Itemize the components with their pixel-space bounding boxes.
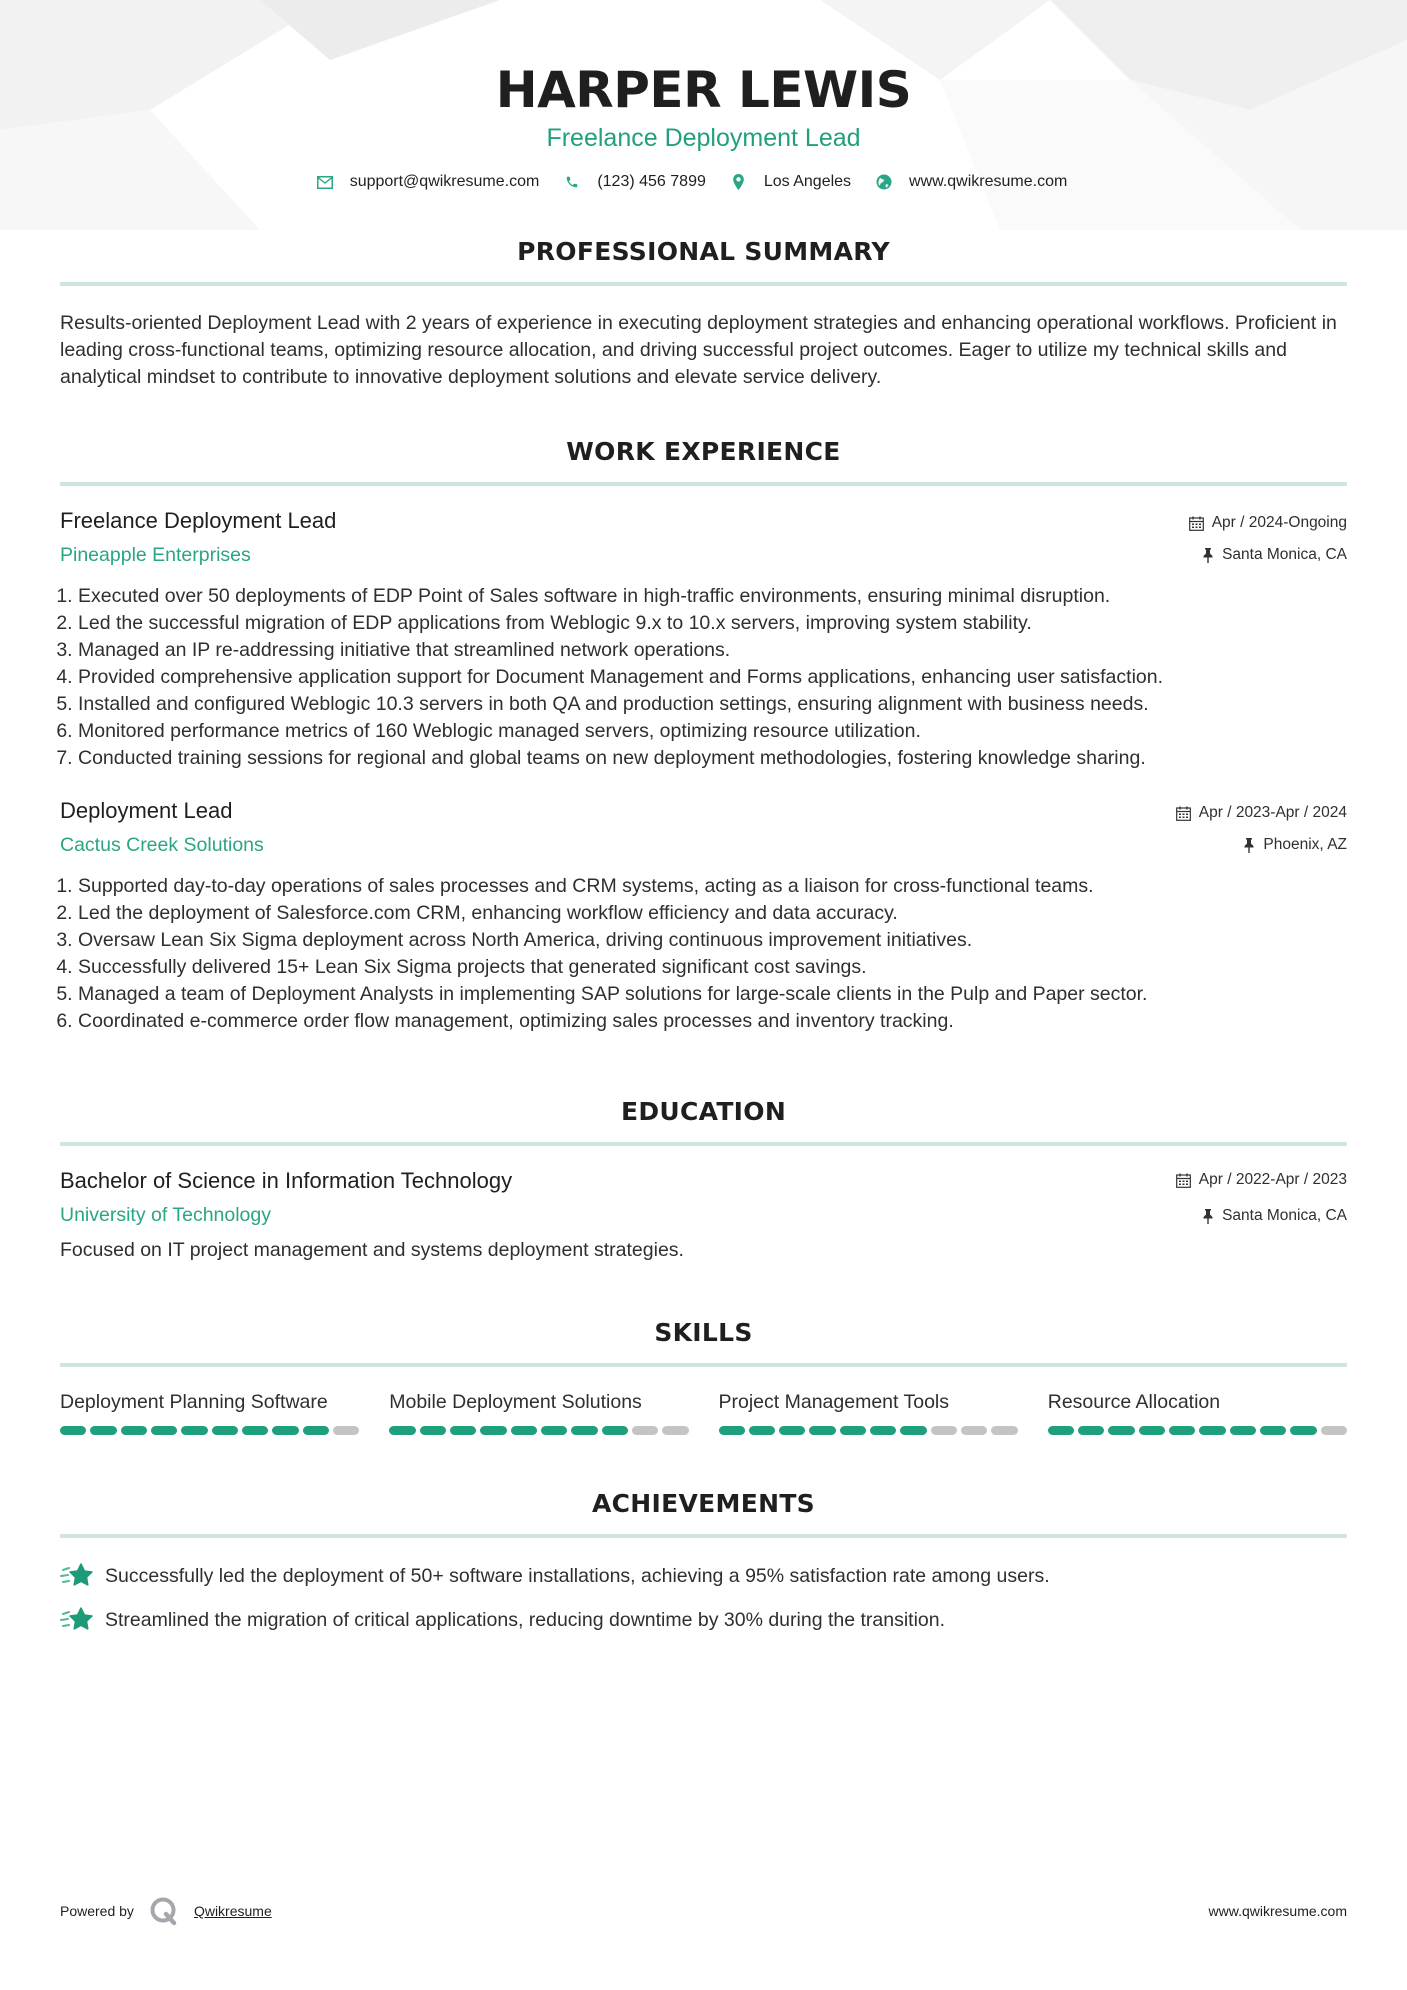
- calendar-icon: [1176, 1173, 1191, 1188]
- skill-segment-filled: [90, 1426, 116, 1435]
- skill-segment-empty: [632, 1426, 658, 1435]
- skill-segment-filled: [1260, 1426, 1286, 1435]
- calendar-icon: [1176, 806, 1191, 821]
- skill-segment-filled: [840, 1426, 866, 1435]
- skill-segment-empty: [333, 1426, 359, 1435]
- section-title: ACHIEVEMENTS: [592, 1489, 815, 1518]
- bullet-item: 5. Installed and configured Weblogic 10.3 servers in both QA and production settings, ensuring alignment with business needs.: [78, 691, 1347, 718]
- skill-segment-filled: [870, 1426, 896, 1435]
- skill-segment-filled: [719, 1426, 745, 1435]
- education-location: Santa Monica, CA: [1222, 1207, 1347, 1224]
- section-divider: [60, 1534, 1347, 1538]
- skill-segment-filled: [1048, 1426, 1074, 1435]
- skill-segment-filled: [389, 1426, 415, 1435]
- skill-segment-filled: [602, 1426, 628, 1435]
- bullet-item: 6. Coordinated e-commerce order flow management, optimizing sales processes and inventory tracking.: [78, 1008, 1347, 1035]
- company-name: Pineapple Enterprises: [60, 544, 251, 566]
- summary-section: [60, 237, 1347, 391]
- skill-segment-filled: [121, 1426, 147, 1435]
- bullet-item: 1. Executed over 50 deployments of EDP Point of Sales software in high-traffic environments, ensuring minimal disruption.: [78, 583, 1347, 610]
- section-title: PROFESSIONAL SUMMARY: [517, 237, 890, 266]
- skill-segment-filled: [1199, 1426, 1225, 1435]
- skill-segment-filled: [571, 1426, 597, 1435]
- bullet-item: 3. Managed an IP re-addressing initiative that streamlined network operations.: [78, 637, 1347, 664]
- achievement-item: [60, 1606, 1347, 1634]
- skill-segment-filled: [242, 1426, 268, 1435]
- bullet-item: 6. Monitored performance metrics of 160 Weblogic managed servers, optimizing resource utilization.: [78, 718, 1347, 745]
- skill-level-bar: [719, 1426, 1018, 1435]
- qwikresume-logo-icon: [149, 1896, 179, 1926]
- skill-segment-filled: [809, 1426, 835, 1435]
- pushpin-icon: [1243, 838, 1255, 853]
- skill-level-bar: [1048, 1426, 1347, 1435]
- education-section: [60, 1097, 1347, 1264]
- skill-segment-empty: [1321, 1426, 1347, 1435]
- skill-item: [719, 1389, 1018, 1435]
- star-icon: [60, 1562, 94, 1590]
- section-title: SKILLS: [654, 1318, 753, 1347]
- bullet-item: 7. Conducted training sessions for regional and global teams on new deployment methodologies, fostering knowledge sharing.: [78, 745, 1347, 772]
- skill-segment-filled: [779, 1426, 805, 1435]
- envelope-icon: [316, 173, 334, 191]
- skill-segment-empty: [961, 1426, 987, 1435]
- skill-name: Resource Allocation: [1047, 1391, 1221, 1413]
- school-name: University of Technology: [60, 1204, 271, 1226]
- achievement-text: Streamlined the migration of critical applications, reducing downtime by 30% during the transition.: [105, 1608, 946, 1631]
- skill-item: [60, 1389, 359, 1435]
- section-divider: [60, 482, 1347, 486]
- job-bullets: [60, 873, 1347, 1035]
- summary-text: Results-oriented Deployment Lead with 2 years of experience in executing deployment strategies and enhancing operational workflows. Proficient in leading cross-functional teams, optimizing resource allocation, and driving successful project outcomes. Eager to utilize my technical skills and analytical mindset to contribute to innovative deployment solutions and elevate service delivery.: [60, 312, 1337, 388]
- bullet-item: 4. Provided comprehensive application support for Document Management and Forms applications, enhancing user satisfaction.: [78, 664, 1347, 691]
- website-text: www.qwikresume.com: [909, 173, 1068, 190]
- job-entry: [60, 796, 1347, 1035]
- contact-phone[interactable]: [563, 173, 730, 191]
- job-location: Santa Monica, CA: [1222, 546, 1347, 563]
- education-description: Focused on IT project management and systems deployment strategies.: [60, 1239, 684, 1261]
- job-title: Deployment Lead: [60, 798, 233, 823]
- map-pin-icon: [730, 173, 748, 191]
- job-location: Phoenix, AZ: [1263, 836, 1347, 853]
- skill-segment-filled: [60, 1426, 86, 1435]
- skill-segment-filled: [212, 1426, 238, 1435]
- footer-website[interactable]: www.qwikresume.com: [1208, 1903, 1347, 1919]
- section-divider: [60, 1142, 1347, 1146]
- job-bullets: [60, 583, 1347, 772]
- calendar-icon: [1189, 516, 1204, 531]
- skills-grid: [60, 1389, 1347, 1435]
- resume-header: [60, 0, 1347, 191]
- star-icon: [60, 1606, 94, 1634]
- candidate-headline: Freelance Deployment Lead: [546, 124, 861, 152]
- page-footer: [60, 1896, 1347, 1926]
- pushpin-icon: [1202, 548, 1214, 563]
- skill-segment-filled: [900, 1426, 926, 1435]
- bullet-item: 4. Successfully delivered 15+ Lean Six Sigma projects that generated significant cost savings.: [78, 954, 1347, 981]
- skill-segment-empty: [662, 1426, 688, 1435]
- contact-email[interactable]: [316, 173, 564, 191]
- skills-section: [60, 1318, 1347, 1435]
- company-name: Cactus Creek Solutions: [60, 834, 264, 856]
- skill-item: [1048, 1389, 1347, 1435]
- job-entry: [60, 506, 1347, 772]
- candidate-name: HARPER LEWIS: [495, 61, 912, 119]
- phone-icon: [563, 173, 581, 191]
- location-text: Los Angeles: [763, 173, 852, 190]
- achievements-list: [60, 1562, 1347, 1634]
- section-divider: [60, 1363, 1347, 1367]
- education-entry: [60, 1166, 1347, 1264]
- bullet-item: 3. Oversaw Lean Six Sigma deployment across North America, driving continuous improvement initiatives.: [78, 927, 1347, 954]
- skill-segment-filled: [541, 1426, 567, 1435]
- skill-item: [389, 1389, 688, 1435]
- powered-by-label: Powered by: [60, 1903, 134, 1919]
- skill-segment-filled: [749, 1426, 775, 1435]
- skill-name: Project Management Tools: [718, 1391, 950, 1413]
- skill-segment-filled: [480, 1426, 506, 1435]
- skill-segment-filled: [181, 1426, 207, 1435]
- skill-level-bar: [389, 1426, 688, 1435]
- bullet-item: 1. Supported day-to-day operations of sales processes and CRM systems, acting as a liaison for cross-functional teams.: [78, 873, 1347, 900]
- email-text: support@qwikresume.com: [349, 173, 540, 190]
- section-title: EDUCATION: [620, 1097, 787, 1126]
- bullet-item: 2. Led the successful migration of EDP applications from Weblogic 9.x to 10.x servers, improving system stability.: [78, 610, 1347, 637]
- contact-website[interactable]: [875, 173, 1091, 191]
- degree-title: Bachelor of Science in Information Technology: [60, 1168, 513, 1193]
- section-title: WORK EXPERIENCE: [566, 437, 841, 466]
- skill-segment-filled: [151, 1426, 177, 1435]
- skill-segment-filled: [303, 1426, 329, 1435]
- skill-segment-filled: [450, 1426, 476, 1435]
- job-dates: Apr / 2024-Ongoing: [1211, 514, 1347, 531]
- bullet-item: 2. Led the deployment of Salesforce.com CRM, enhancing workflow efficiency and data accuracy.: [78, 900, 1347, 927]
- section-divider: [60, 282, 1347, 286]
- achievements-section: [60, 1489, 1347, 1634]
- skill-segment-filled: [511, 1426, 537, 1435]
- skill-segment-filled: [272, 1426, 298, 1435]
- globe-icon: [875, 173, 893, 191]
- skill-segment-filled: [1078, 1426, 1104, 1435]
- skill-level-bar: [60, 1426, 359, 1435]
- skill-segment-filled: [1169, 1426, 1195, 1435]
- job-dates: Apr / 2023-Apr / 2024: [1198, 804, 1347, 821]
- experience-section: [60, 437, 1347, 1035]
- skill-segment-empty: [931, 1426, 957, 1435]
- qwikresume-link[interactable]: Qwikresume: [193, 1903, 272, 1919]
- pushpin-icon: [1202, 1209, 1214, 1224]
- contact-location: [730, 173, 875, 191]
- skill-segment-filled: [420, 1426, 446, 1435]
- job-title: Freelance Deployment Lead: [60, 508, 337, 533]
- skill-name: Mobile Deployment Solutions: [389, 1391, 642, 1413]
- skill-segment-filled: [1139, 1426, 1165, 1435]
- education-dates: Apr / 2022-Apr / 2023: [1198, 1171, 1347, 1188]
- skill-segment-filled: [1290, 1426, 1316, 1435]
- achievement-text: Successfully led the deployment of 50+ software installations, achieving a 95% satisfaction rate among users.: [105, 1564, 1050, 1587]
- skill-segment-filled: [1108, 1426, 1134, 1435]
- skill-segment-filled: [1230, 1426, 1256, 1435]
- contact-bar: [60, 173, 1347, 191]
- achievement-item: [60, 1562, 1347, 1590]
- skill-segment-empty: [991, 1426, 1017, 1435]
- phone-text: (123) 456 7899: [597, 173, 706, 190]
- skill-name: Deployment Planning Software: [60, 1391, 328, 1413]
- bullet-item: 5. Managed a team of Deployment Analysts in implementing SAP solutions for large-scale clients in the Pulp and Paper sector.: [78, 981, 1347, 1008]
